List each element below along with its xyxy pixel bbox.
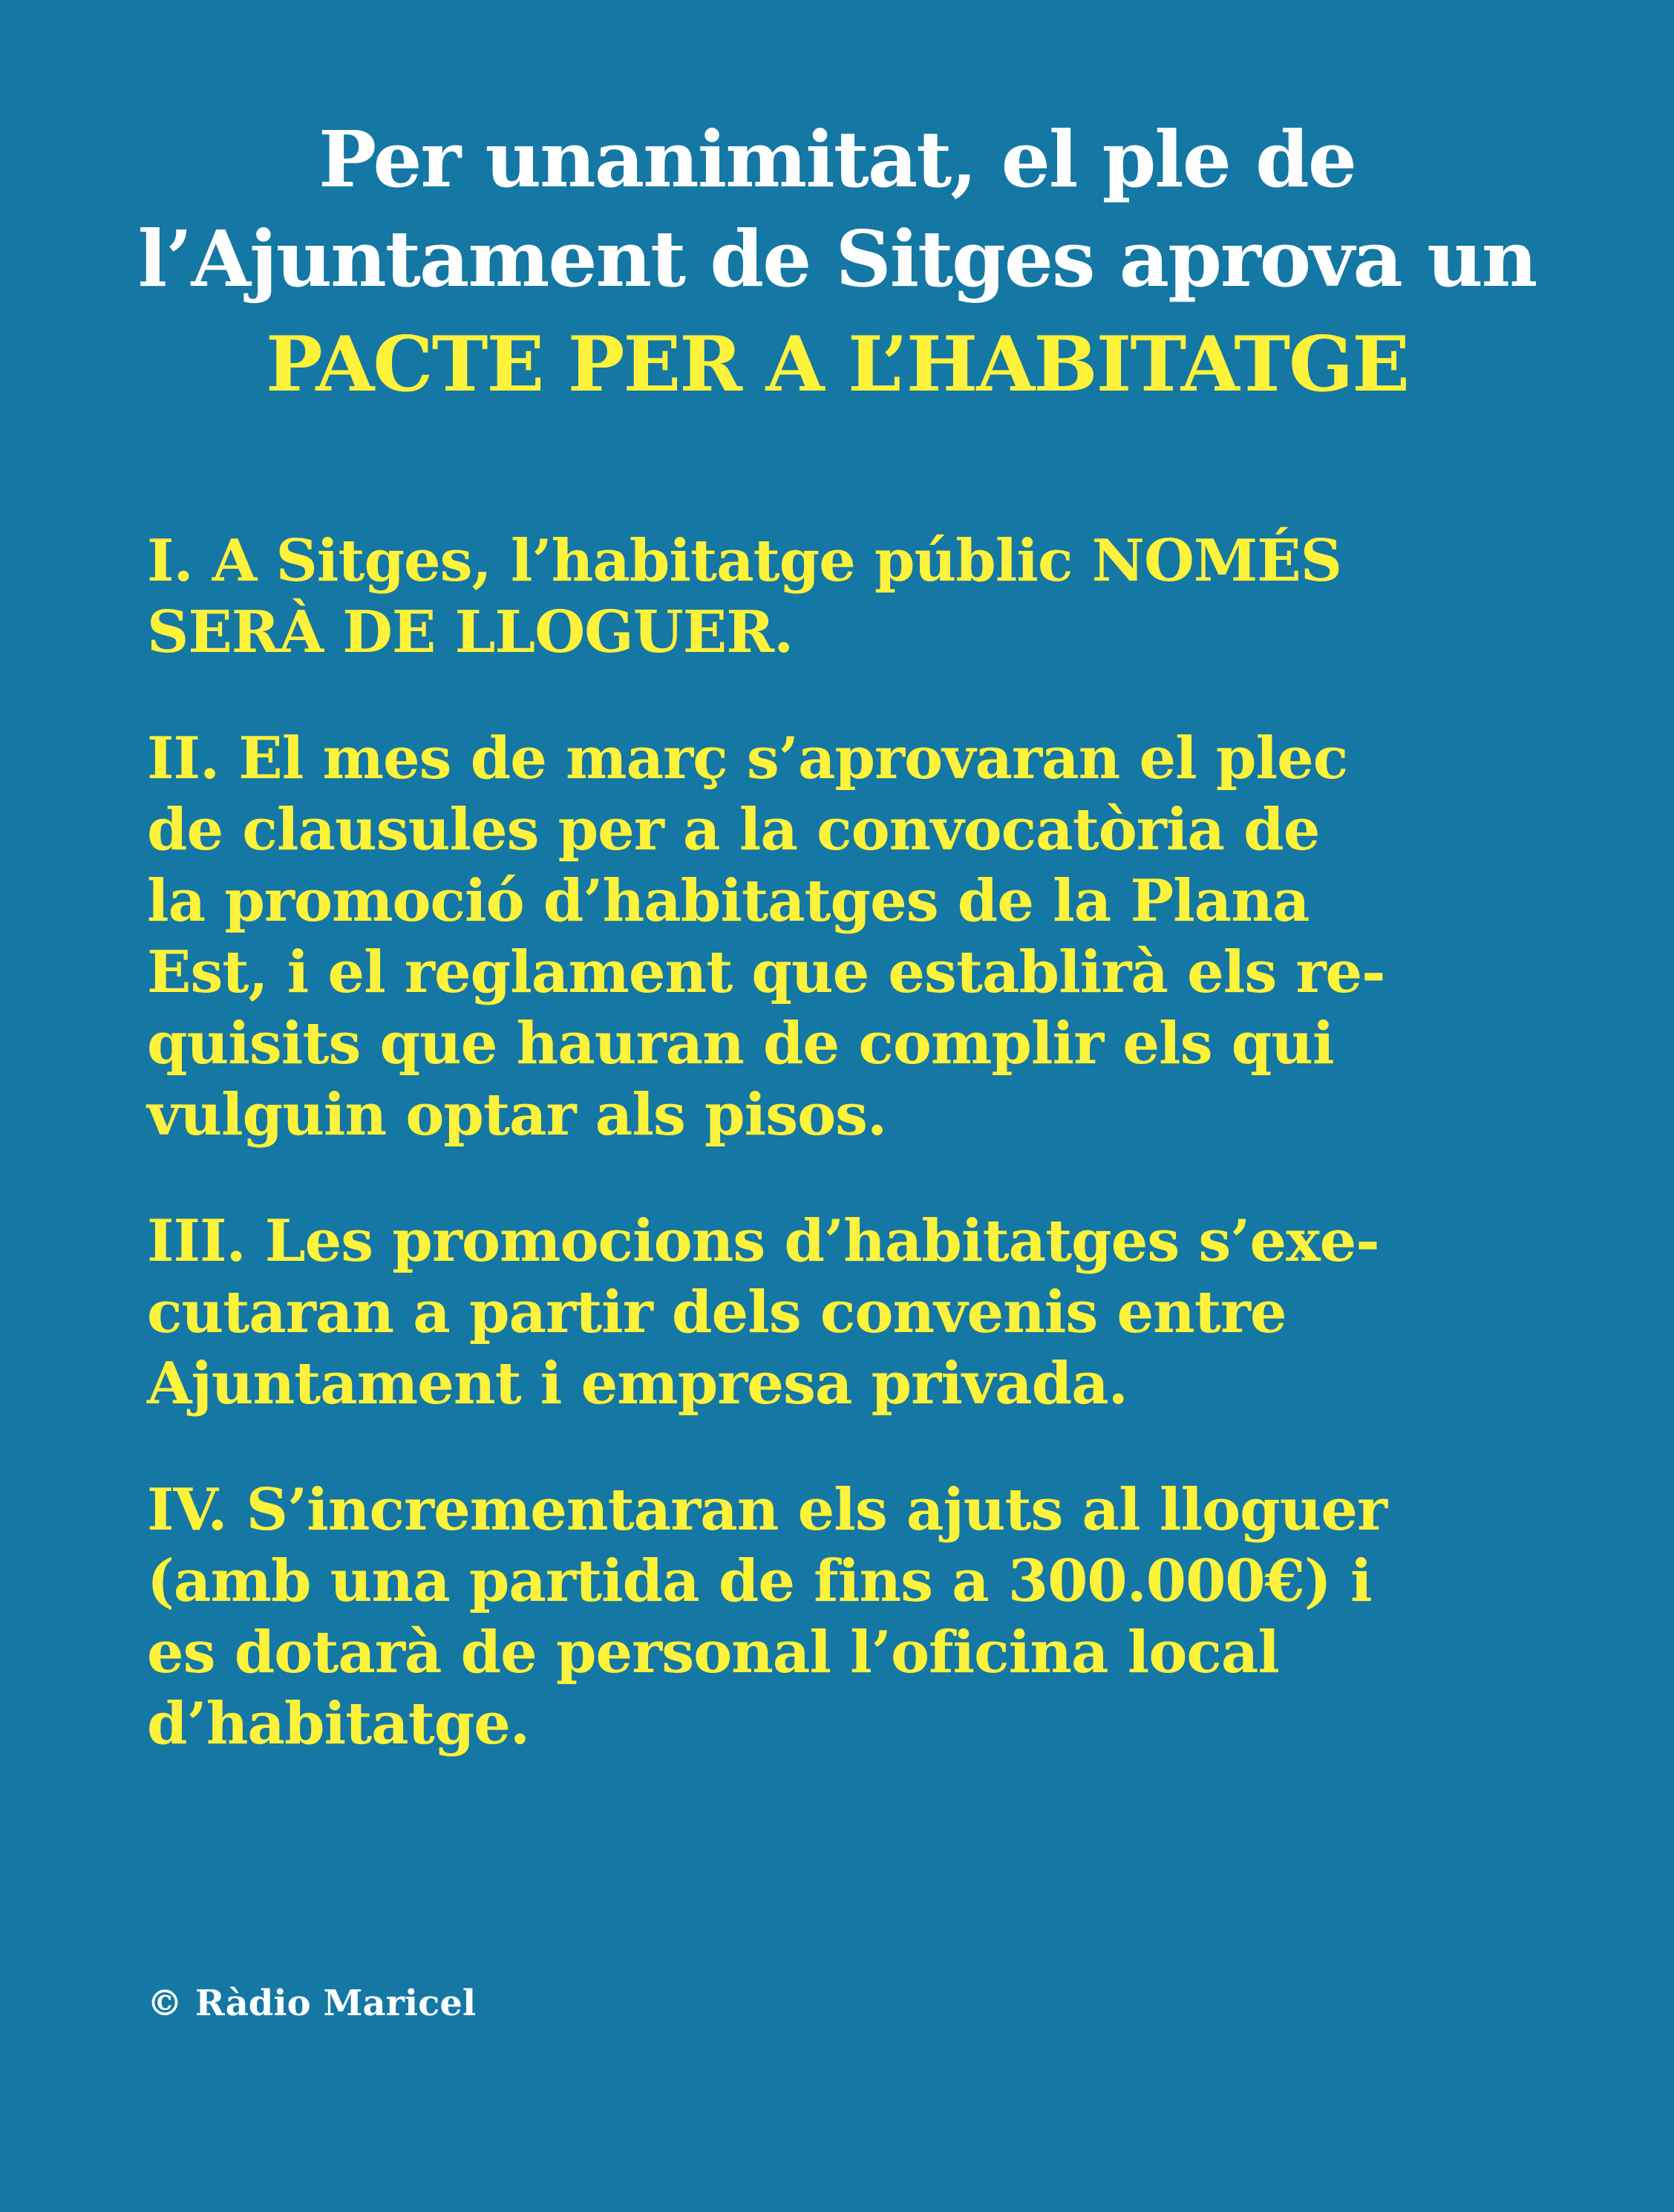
point-2-line: Est, i el reglament que establirà els re- <box>147 939 1385 1006</box>
copyright-credit: © Ràdio Maricel <box>147 1983 477 2024</box>
point-4 <box>147 1475 1557 1760</box>
headline-highlight: PACTE PER A L’HABITATGE <box>266 320 1408 409</box>
point-3 <box>147 1206 1557 1420</box>
point-3-line: cutaran a partir dels convenis entre <box>147 1279 1286 1346</box>
points-list <box>147 526 1557 1760</box>
headline-line-2: l’Ajuntament de Sitges aprova un <box>137 213 1537 304</box>
headline <box>0 110 1674 420</box>
point-2-line: quisits que hauran de complir els qui <box>147 1010 1334 1077</box>
point-2 <box>147 723 1557 1151</box>
point-2-line: II. El mes de març s’aprovaran el plec <box>147 725 1348 792</box>
point-2-line: de clausules per a la convocatòria de <box>147 796 1320 864</box>
point-1-line: SERÀ DE LLOGUER. <box>147 598 794 666</box>
point-1-line: I. A Sitges, l’habitatge públic NOMÉS <box>147 527 1342 595</box>
point-4-line: IV. S’incrementaran els ajuts al lloguer <box>147 1476 1387 1544</box>
point-2-line: la promoció d’habitatges de la Plana <box>147 867 1310 935</box>
point-4-line: es dotarà de personal l’oficina local <box>147 1619 1280 1686</box>
headline-line-1: Per unanimitat, el ple de <box>318 114 1356 205</box>
point-3-line: Ajuntament i empresa privada. <box>147 1350 1128 1417</box>
point-1 <box>147 526 1557 668</box>
point-4-line: (amb una partida de fins a 300.000€) i <box>147 1547 1372 1615</box>
point-4-line: d’habitatge. <box>147 1690 530 1758</box>
point-2-line: vulguin optar als pisos. <box>147 1081 887 1149</box>
point-3-line: III. Les promocions d’habitatges s’exe- <box>147 1207 1379 1275</box>
